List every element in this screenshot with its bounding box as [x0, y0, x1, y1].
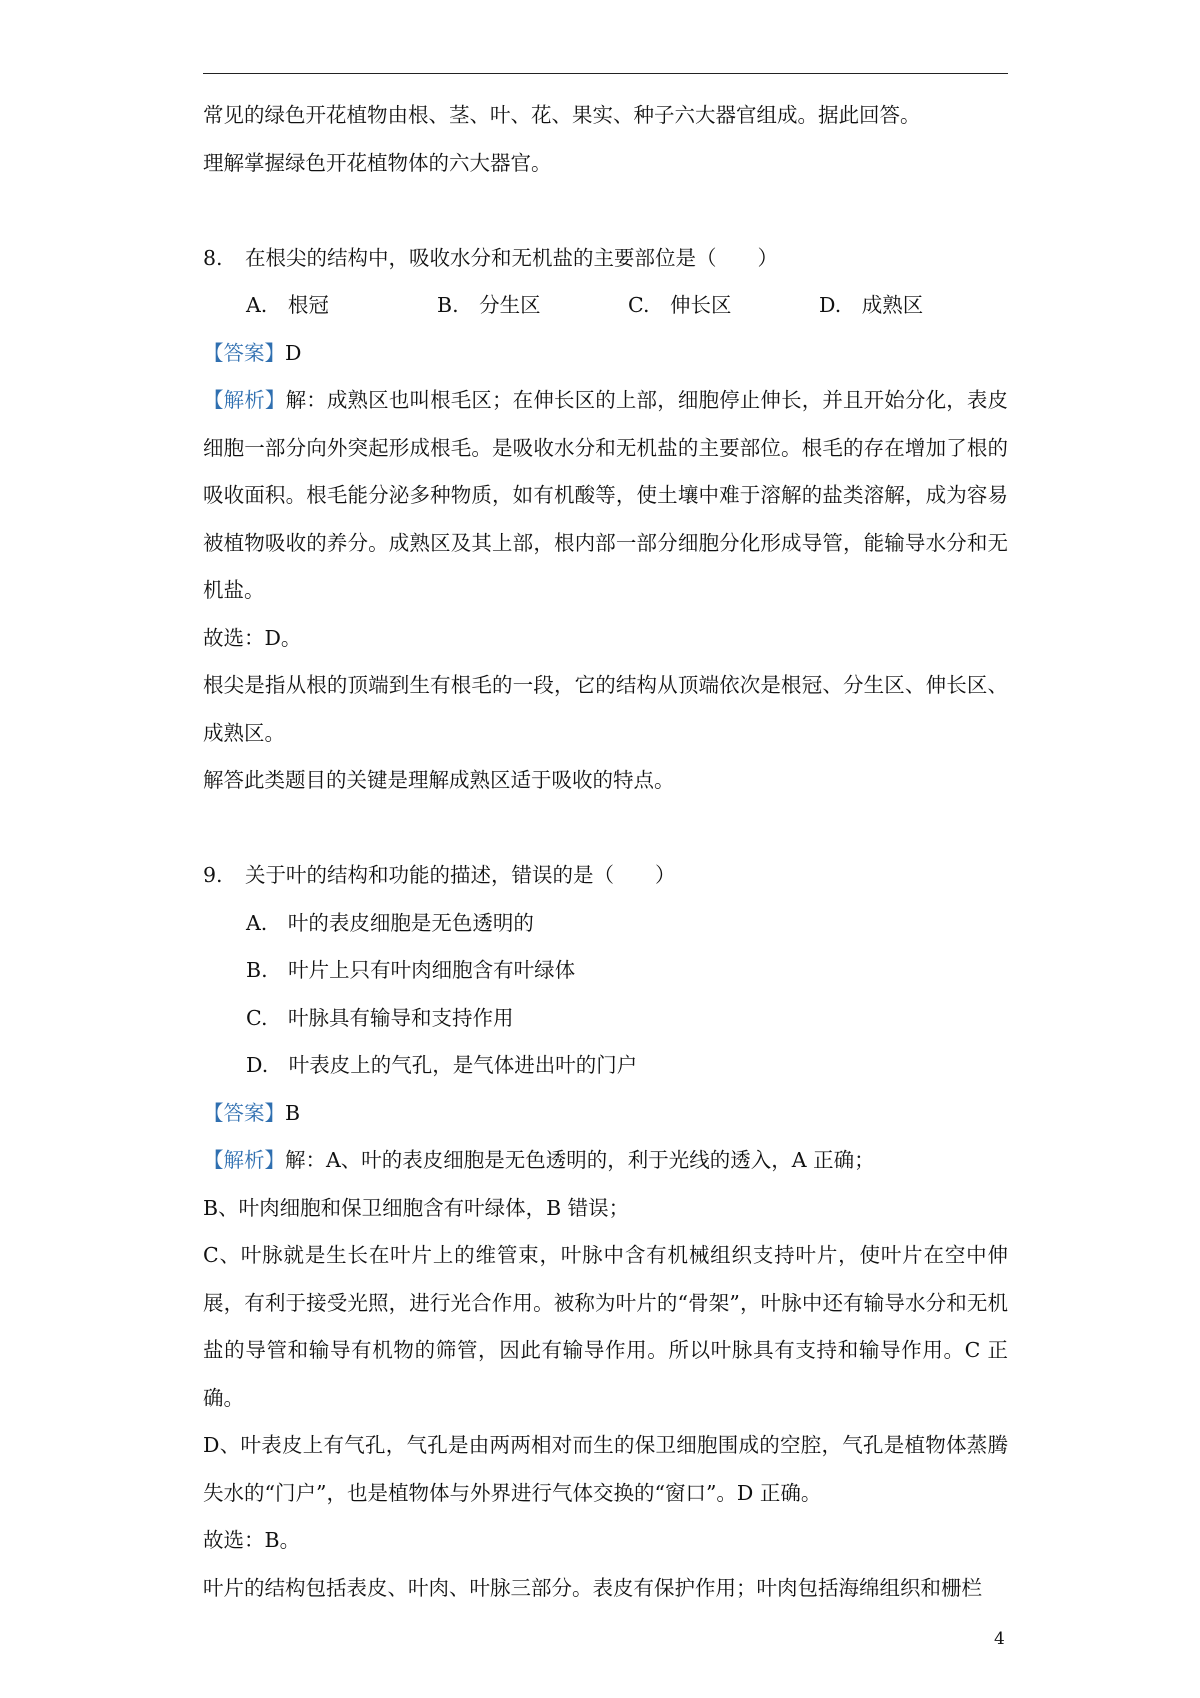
option-a: A. 叶的表皮细胞是无色透明的 [246, 910, 534, 935]
note-paragraph: 解答此类题目的关键是理解成熟区适于吸收的特点。 [203, 768, 675, 792]
option-c: C. 叶脉具有输导和支持作用 [246, 1005, 514, 1030]
question-8-options [203, 282, 1008, 330]
option-d: D. 成熟区 [819, 293, 924, 317]
option-c: C. 伸长区 [628, 293, 732, 317]
question-text: 关于叶的结构和功能的描述，错误的是（ ） [245, 863, 676, 887]
analysis-text: 解：A、叶的表皮细胞是无色透明的，利于光线的透入，A 正确； [285, 1148, 875, 1172]
analysis-tag: 【解析】 [203, 388, 286, 412]
intro-line: 常见的绿色开花植物由根、茎、叶、花、果实、种子六大器官组成。据此回答。 [203, 103, 921, 127]
answer-tag: 【答案】 [203, 1100, 285, 1125]
answer-value: B [285, 1100, 301, 1125]
header-rule [203, 73, 1008, 74]
option-d: D. 叶表皮上的气孔，是气体进出叶的门户 [246, 1053, 638, 1077]
spacer [203, 805, 1008, 853]
analysis-line-c: C、叶脉就是生长在叶片上的维管束，叶脉中含有机械组织支持叶片，使叶片在空中伸展，有利于接受光照，进行光合作用。被称为叶片的“骨架”，叶脉中还有输导水分和无机盐的导管和输导有机物的筛管，因此有输导作用。所以叶脉具有支持和输导作用。C 正确。 [203, 1243, 1008, 1410]
question-8 [203, 235, 1008, 283]
analysis-paragraph [203, 377, 1008, 615]
option-b: B. 叶片上只有叶肉细胞含有叶绿体 [246, 958, 576, 982]
choice-line: 故选：B。 [203, 1528, 301, 1552]
page-number: 4 [994, 1629, 1005, 1649]
question-number: 8. [203, 245, 223, 270]
analysis-text: 解：成熟区也叫根毛区；在伸长区的上部，细胞停止伸长，并且开始分化，表皮细胞一部分向外突起形成根毛。是吸收水分和无机盐的主要部位。根毛的存在增加了根的吸收面积。根毛能分泌多种物质，如有机酸等，使土壤中难于溶解的盐类溶解，成为容易被植物吸收的养分。成熟区及其上部，根内部一部分细胞分化形成导管，能输导水分和无机盐。 [203, 388, 1009, 602]
question-text: 在根尖的结构中，吸收水分和无机盐的主要部位是（ ） [245, 245, 778, 270]
page-content [203, 92, 1008, 1612]
answer-tag: 【答案】 [203, 340, 285, 365]
option-b: B. 分生区 [437, 293, 541, 317]
question-number: 9. [203, 863, 223, 887]
option-a: A. 根冠 [246, 293, 329, 317]
choice-line: 故选：D。 [203, 625, 302, 650]
spacer [203, 187, 1008, 235]
intro-line: 理解掌握绿色开花植物体的六大器官。 [203, 150, 552, 175]
answer-line [203, 1090, 1008, 1138]
answer-value: D [285, 340, 302, 365]
analysis-tag: 【解析】 [203, 1148, 285, 1172]
analysis-line-d: D、叶表皮上有气孔，气孔是由两两相对而生的保卫细胞围成的空腔，气孔是植物体蒸腾失水的“门户”，也是植物体与外界进行气体交换的“窗口”。D 正确。 [203, 1433, 1008, 1505]
note-paragraph: 根尖是指从根的顶端到生有根毛的一段，它的结构从顶端依次是根冠、分生区、伸长区、成熟区。 [203, 673, 1008, 745]
answer-line [203, 330, 1008, 378]
analysis-paragraph [203, 1137, 1008, 1185]
analysis-line-b: B、叶肉细胞和保卫细胞含有叶绿体，B 错误； [203, 1195, 630, 1220]
note-paragraph: 叶片的结构包括表皮、叶肉、叶脉三部分。表皮有保护作用；叶肉包括海绵组织和栅栏 [203, 1575, 982, 1600]
question-9 [203, 852, 1008, 900]
